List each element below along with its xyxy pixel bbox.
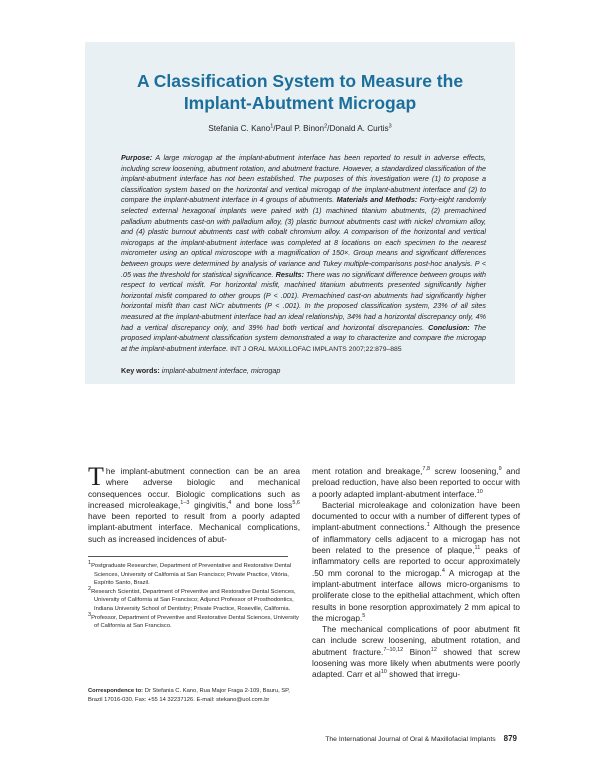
abstract-text xyxy=(121,153,486,355)
reference-marker: 5,6 xyxy=(292,500,300,507)
author-affiliation-marker: 1 xyxy=(270,123,274,130)
keywords-text: implant-abutment interface, microgap xyxy=(159,366,281,375)
body-text: screw loosening, xyxy=(430,466,499,476)
footnote-text: Research Scientist, Department of Preventive and Restorative Dental Sciences, University of California at San Francisco; Adjunct Professor of Prosthodontics, Indiana University School of Dentistry; Private Practice, Roseville, California. xyxy=(91,588,296,612)
abstract-conclusion: The proposed implant-abutment classification system demonstrated a way to characterize and compare the microgap at the implant-abutment interface. xyxy=(121,322,486,353)
correspondence-text: Dr Stefania C. Kano, Rua Major Fraga 2-109, Bauru, SP, Brazil 17016-030. Fax: +55 14 32237126. E-mail: stekano@uol.com.br xyxy=(88,688,290,703)
abstract-results-label: Results: xyxy=(275,269,305,279)
page-footer xyxy=(325,734,517,743)
footnote xyxy=(88,560,300,588)
reference-marker: 10 xyxy=(380,669,387,676)
reference-marker: 11 xyxy=(474,545,481,552)
footer-journal-name: The International Journal of Oral & Maxillofacial Implants xyxy=(325,736,496,743)
footnote-marker: 1 xyxy=(88,560,92,567)
paper-title xyxy=(85,70,515,114)
footnote-divider xyxy=(88,556,288,557)
body-paragraph xyxy=(312,624,520,680)
body-text: have been reported to result from a poorly adapted implant-abutment interface. Mechanical complications, such as increased incidences of abut- xyxy=(88,511,300,544)
body-text: gingivitis, xyxy=(189,499,229,510)
footnote-marker: 2 xyxy=(88,585,92,592)
footnote xyxy=(88,585,300,614)
body-text: showed that screw loosening was more likely when abutments were poorly adapted. Carr et al xyxy=(312,646,520,680)
footnote-text: Professor, Department of Preventive and Restorative Dental Sciences, University of California at San Francisco. xyxy=(91,614,299,630)
body-text: A microgap at the implant-abutment interface allows micro-organisms to proliferate close to the epithelial attachment, which often results in bone resorption approximately 2 mm apical to the microgap. xyxy=(312,567,520,623)
reference-marker: 4 xyxy=(228,500,232,507)
author-name: Stefania C. Kano xyxy=(208,124,271,133)
body-column-left xyxy=(88,462,300,545)
reference-marker: 1 xyxy=(426,522,430,529)
footnotes xyxy=(88,562,300,631)
body-text: Bacterial microleakage and colonization have been documented to occur with a number of different types of implant-abutment connections. xyxy=(312,499,520,533)
abstract-methods: Forty-eight randomly selected external hexagonal implants were paired with (1) machined titanium abutments, (2) premachined palladium abutments cast-on with palladium alloy, (3) plastic burnout abutments cast with nickel chromium alloy, and (4) plastic burnout abutments cast with cobalt chromium alloy. A comparison of the horizontal and vertical microgaps at the implant-abutment interface was completed at 8 locations on each specimen to the nearest micrometer using an optical microscope with a magnification of 150×. Group means and significant differences between groups were determined by analysis of variance and Tukey multiple-comparisons post-hoc analysis. P < .05 was the threshold for statistical significance. xyxy=(121,195,486,279)
body-text: Although the presence of inflammatory cells adjacent to a microgap has not been related to the presence of plaque, xyxy=(312,522,520,556)
reference-marker: 10 xyxy=(476,488,483,495)
footnote-text: Postgraduate Researcher, Department of Preventative and Restorative Dental Sciences, University of California at San Francisco; Private Practice, Vitória, Espírito Santo, Brazil. xyxy=(91,563,292,587)
body-text: ment rotation and breakage, xyxy=(312,466,423,476)
reference-marker: 7,8 xyxy=(422,466,431,473)
author-name: Donald A. Curtis xyxy=(329,124,389,133)
abstract-conclusion-label: Conclusion: xyxy=(428,322,470,332)
body-text: Binon xyxy=(403,646,431,657)
reference-marker: 1–3 xyxy=(180,500,190,507)
title-line-2: Implant-Abutment Microgap xyxy=(183,93,417,113)
body-text: he implant-abutment connection can be an area where adverse biologic and mechanical consequences occur. Biologic complications such as increased microleakage, xyxy=(88,466,300,510)
body-paragraph xyxy=(88,462,300,545)
abstract-results: There was no significant difference between groups with respect to vertical misfit. For horizontal misfit, machined titanium abutments presented significantly higher horizontal misfit compared to other groups (P < .001). Premachined cast-on abutments had significantly higher horizontal misfit than cast NiCr abutments (P < .001). In the proposed classification system, 23% of all sites measured at the implant-abutment interface had an ideal relationship, 34% had a horizontal discrepancy only, 4% had a vertical discrepancy only, and 39% had both vertical and horizontal discrepancies. xyxy=(121,269,486,332)
abstract-purpose: A large microgap at the implant-abutment interface has been reported to result in adverse effects, including screw loosening, abutment rotation, and abutment fracture. However, a standardized classification of the implant-abutment interface has not been established. The purposes of this investigation were (1) to propose a classification system based on the horizontal and vertical microgap of the implant-abutment interface and (2) to compare the implant-abutment interface in 4 groups of abutments. xyxy=(121,153,486,205)
title-line-1: A Classification System to Measure the xyxy=(136,71,464,91)
body-text: peaks of inflammatory cells are reported to occur approximately .50 mm coronal to the microgap. xyxy=(312,545,520,578)
author-list: Stefania C. Kano$^1$/Paul P. Binon$^2$/Donald A. Curtis$^3$ xyxy=(208,123,392,133)
abstract-methods-label: Materials and Methods: xyxy=(336,195,418,205)
correspondence-label: Correspondence to: xyxy=(88,688,144,694)
body-text: and preload reduction, have also been reported to occur with a poorly adapted implant-abutment interface. xyxy=(312,466,520,499)
body-column-right xyxy=(312,466,520,681)
author-name: Paul P. Binon xyxy=(275,124,325,133)
footnote-marker: 3 xyxy=(88,611,92,618)
body-text: The mechanical complications of poor abutment fit can include screw loosening, abutment rotation, and abutment fracture. xyxy=(312,624,520,657)
author-affiliation-marker: 2 xyxy=(324,123,328,130)
body-text: showed that irregu- xyxy=(386,669,461,680)
reference-marker: 9 xyxy=(498,466,502,473)
body-text: and bone loss xyxy=(231,499,293,510)
correspondence xyxy=(88,687,300,704)
abstract-purpose-label: Purpose: xyxy=(121,153,153,162)
reference-marker: 5 xyxy=(362,613,366,620)
drop-cap: T xyxy=(88,462,104,491)
body-paragraph xyxy=(312,500,520,624)
keywords xyxy=(121,366,486,375)
page-number: 879 xyxy=(503,734,517,743)
body-paragraph xyxy=(312,466,520,500)
footnote xyxy=(88,611,300,631)
keywords-label: Key words: xyxy=(121,366,160,375)
journal-citation: INT J ORAL MAXILLOFAC IMPLANTS 2007;22:879–885 xyxy=(230,345,402,353)
reference-marker: 12 xyxy=(430,646,437,653)
reference-marker: 7–10,12 xyxy=(383,646,404,653)
author-affiliation-marker: 3 xyxy=(388,123,392,130)
reference-marker: 4 xyxy=(441,567,445,574)
